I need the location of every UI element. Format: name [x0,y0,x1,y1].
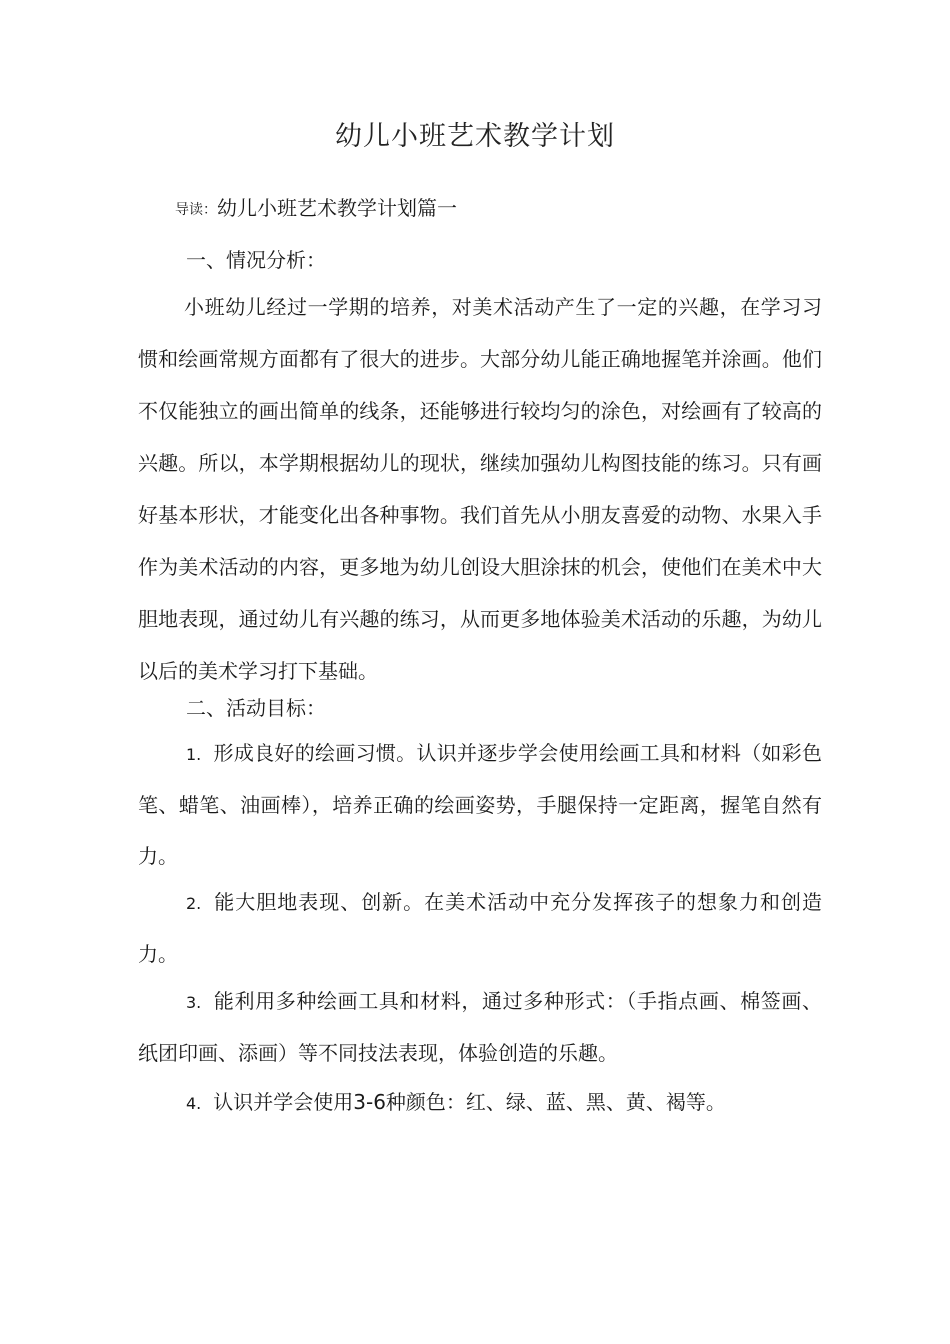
goal-text: 形成良好的绘画习惯。认识并逐步学会使用绘画工具和材料（如彩色笔、蜡笔、油画棒），培养正确的绘画姿势，手腿保持一定距离，握笔自然有力。 [138,741,822,868]
goal-text: 能利用多种绘画工具和材料，通过多种形式：（手指点画、棉签画、纸团印画、添画）等不同技法表现，体验创造的乐趣。 [138,989,822,1065]
goal-item [138,976,822,1079]
goal-item [138,877,822,980]
goal-item [138,1077,822,1129]
analysis-paragraph: 小班幼儿经过一学期的培养，对美术活动产生了一定的兴趣，在学习习惯和绘画常规方面都有了很大的进步。大部分幼儿能正确地握笔并涂画。他们不仅能独立的画出简单的线条，还能够进行较均匀的涂色，对绘画有了较高的兴趣。所以，本学期根据幼儿的现状，继续加强幼儿构图技能的练习。只有画好基本形状，才能变化出各种事物。我们首先从小朋友喜爱的动物、水果入手作为美术活动的内容，更多地为幼儿创设大胆涂抹的机会，使他们在美术中大胆地表现，通过幼儿有兴趣的练习，从而更多地体验美术活动的乐趣，为幼儿以后的美术学习打下基础。 [138,295,822,683]
goal-item [138,728,822,882]
intro-lead: 导读： [175,202,217,218]
goal-text: 能大胆地表现、创新。在美术活动中充分发挥孩子的想象力和创造力。 [138,890,822,966]
goal-number: 3. [186,993,202,1012]
intro-text: 幼儿小班艺术教学计划篇一 [217,196,457,220]
document-title: 幼儿小班艺术教学计划 [335,121,615,152]
goal-number: 2. [186,894,202,913]
goal-number: 1. [186,745,202,764]
section-heading-analysis: 一、情况分析： [186,248,326,272]
intro-line [175,192,457,221]
goal-number: 4. [186,1094,202,1113]
section-heading-goals: 二、活动目标： [186,696,326,720]
goal-text: 认识并学会使用3-6种颜色：红、绿、蓝、黑、黄、褐等。 [213,1090,726,1114]
